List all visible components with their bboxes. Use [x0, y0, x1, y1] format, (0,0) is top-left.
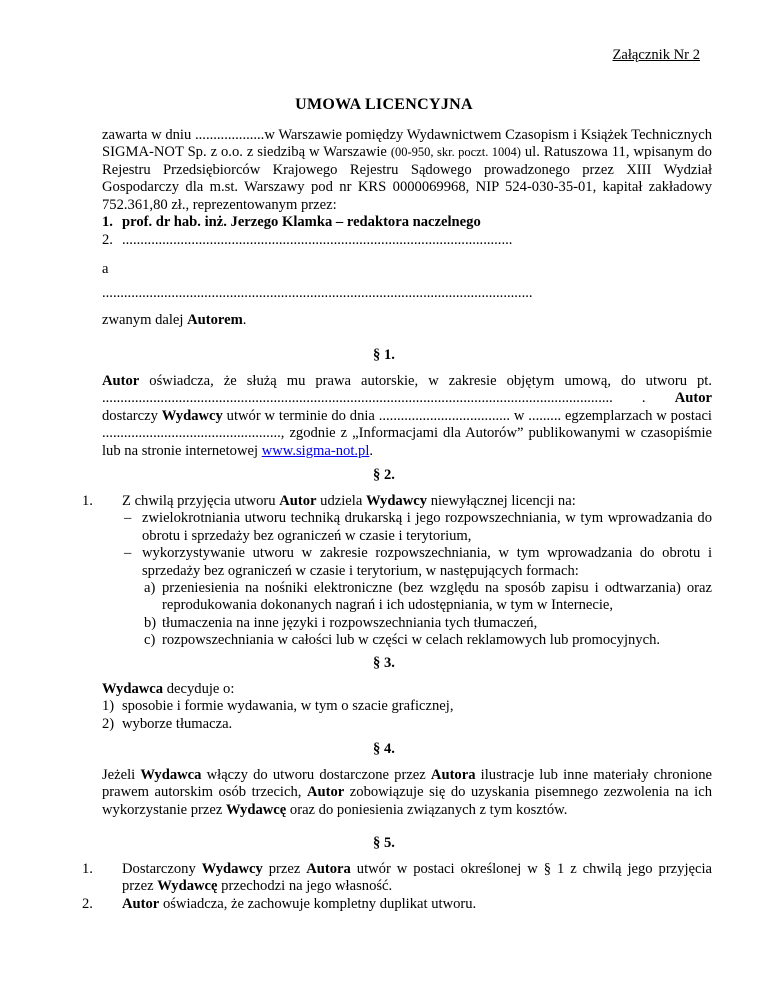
representative-1: 1. prof. dr hab. inż. Jerzego Klamka – redaktora naczelnego	[102, 214, 481, 230]
section-2-dash-1: – zwielokrotniania utworu techniką drukarską i jego rozpowszechniania, w tym wprowadzania do obrotu i sprzedaży bez ograniczeń w czasie i terytorium,	[124, 510, 712, 544]
section-2-item-a: a) przeniesienia na nośniki elektroniczne (bez względu na sposób zapisu i odtwarzania) oraz reprodukowania dokonanych nagrań i ich udostępniania, w tym w Internecie,	[144, 580, 712, 614]
author-line: ......................................................................................................................	[102, 285, 533, 301]
sigma-not-link[interactable]: www.sigma-not.pl	[261, 442, 370, 459]
section-3-item-1: 1) sposobie i formie wydawania, w tym o szacie graficznej,	[102, 698, 454, 715]
section-3-body	[102, 681, 712, 733]
section-2-dash-2: – wykorzystywanie utworu w zakresie rozpowszechniania, w tym wprowadzania do obrotu i sprzedaży bez ograniczeń w czasie i terytorium, w następujących formach:	[124, 545, 712, 579]
section-1-heading: § 1.	[373, 347, 395, 363]
section-5-heading: § 5.	[373, 835, 395, 851]
section-2-heading: § 2.	[373, 467, 395, 483]
section-2-point-1: 1. Z chwilą przyjęcia utworu Autor udziela Wydawcy niewyłącznej licencji na:	[82, 493, 576, 509]
intro-paragraph: zawarta w dniu ...................w Warszawie pomiędzy Wydawnictwem Czasopism i Książek Technicznych SIGMA-NOT Sp. z o.o. z siedzibą w Warszawie (00-950, skr. poczt. 1004) ul. Ratuszowa 11, wpisanym do Rejestru Przedsiębiorców Krajowego Rejestru Sądowego prowadzonego przez XIII Wydział Gospodarczy dla m.st. Warszawy pod nr KRS 0000069968, NIP 524-030-35-01, kapitał zakładowy 752.361,80 zł., reprezentowanym przez:	[102, 127, 712, 213]
section-2-item-b: b) tłumaczenia na inne języki i rozpowszechniania tych tłumaczeń,	[144, 614, 538, 631]
section-5-point-1: 1. Dostarczony Wydawcy przez Autora utwór w postaci określonej w § 1 z chwilą jego przyjęcia przez Wydawcę przechodzi na jego własność.	[82, 861, 712, 895]
section-2-item-c: c) rozpowszechniania w całości lub w części w celach reklamowych lub promocyjnych.	[144, 632, 661, 649]
section-3-heading: § 3.	[373, 655, 395, 671]
section-1-text: Autor oświadcza, że służą mu prawa autorskie, w zakresie objętym umową, do utworu pt. ............................................................................................................................................ . Autor dostarczy Wydawcy utwór w terminie do dnia .................................... w ......... egzemplarzach w postaci ................................................., zgodnie z „Informacjami dla Autorów” publikowanymi w czasopiśmie lub na stronie internetowej www.sigma-not.pl.	[102, 373, 712, 459]
section-4-heading: § 4.	[373, 741, 395, 757]
document-title: UMOWA LICENCYJNA	[295, 96, 473, 113]
section-5-point-2: 2. Autor oświadcza, że zachowuje kompletny duplikat utworu.	[82, 895, 477, 912]
annex-label: Załącznik Nr 2	[612, 47, 700, 63]
and-word: a	[102, 261, 109, 277]
section-2-body	[82, 493, 712, 650]
section-3-lead: Wydawca decyduje o:	[102, 681, 235, 697]
representative-2: 2. ...........................................................................................................	[102, 232, 513, 248]
section-3-item-2: 2) wyborze tłumacza.	[102, 715, 233, 732]
called-author: zwanym dalej Autorem.	[102, 312, 247, 328]
section-5-body	[82, 861, 712, 913]
section-4-text: Jeżeli Wydawca włączy do utworu dostarczone przez Autora ilustracje lub inne materiały chronione prawem autorskim osób trzecich, Autor zobowiązuje się do uzyskania pisemnego zezwolenia na ich wykorzystanie przez Wydawcę oraz do poniesienia związanych z tym kosztów.	[102, 767, 712, 818]
